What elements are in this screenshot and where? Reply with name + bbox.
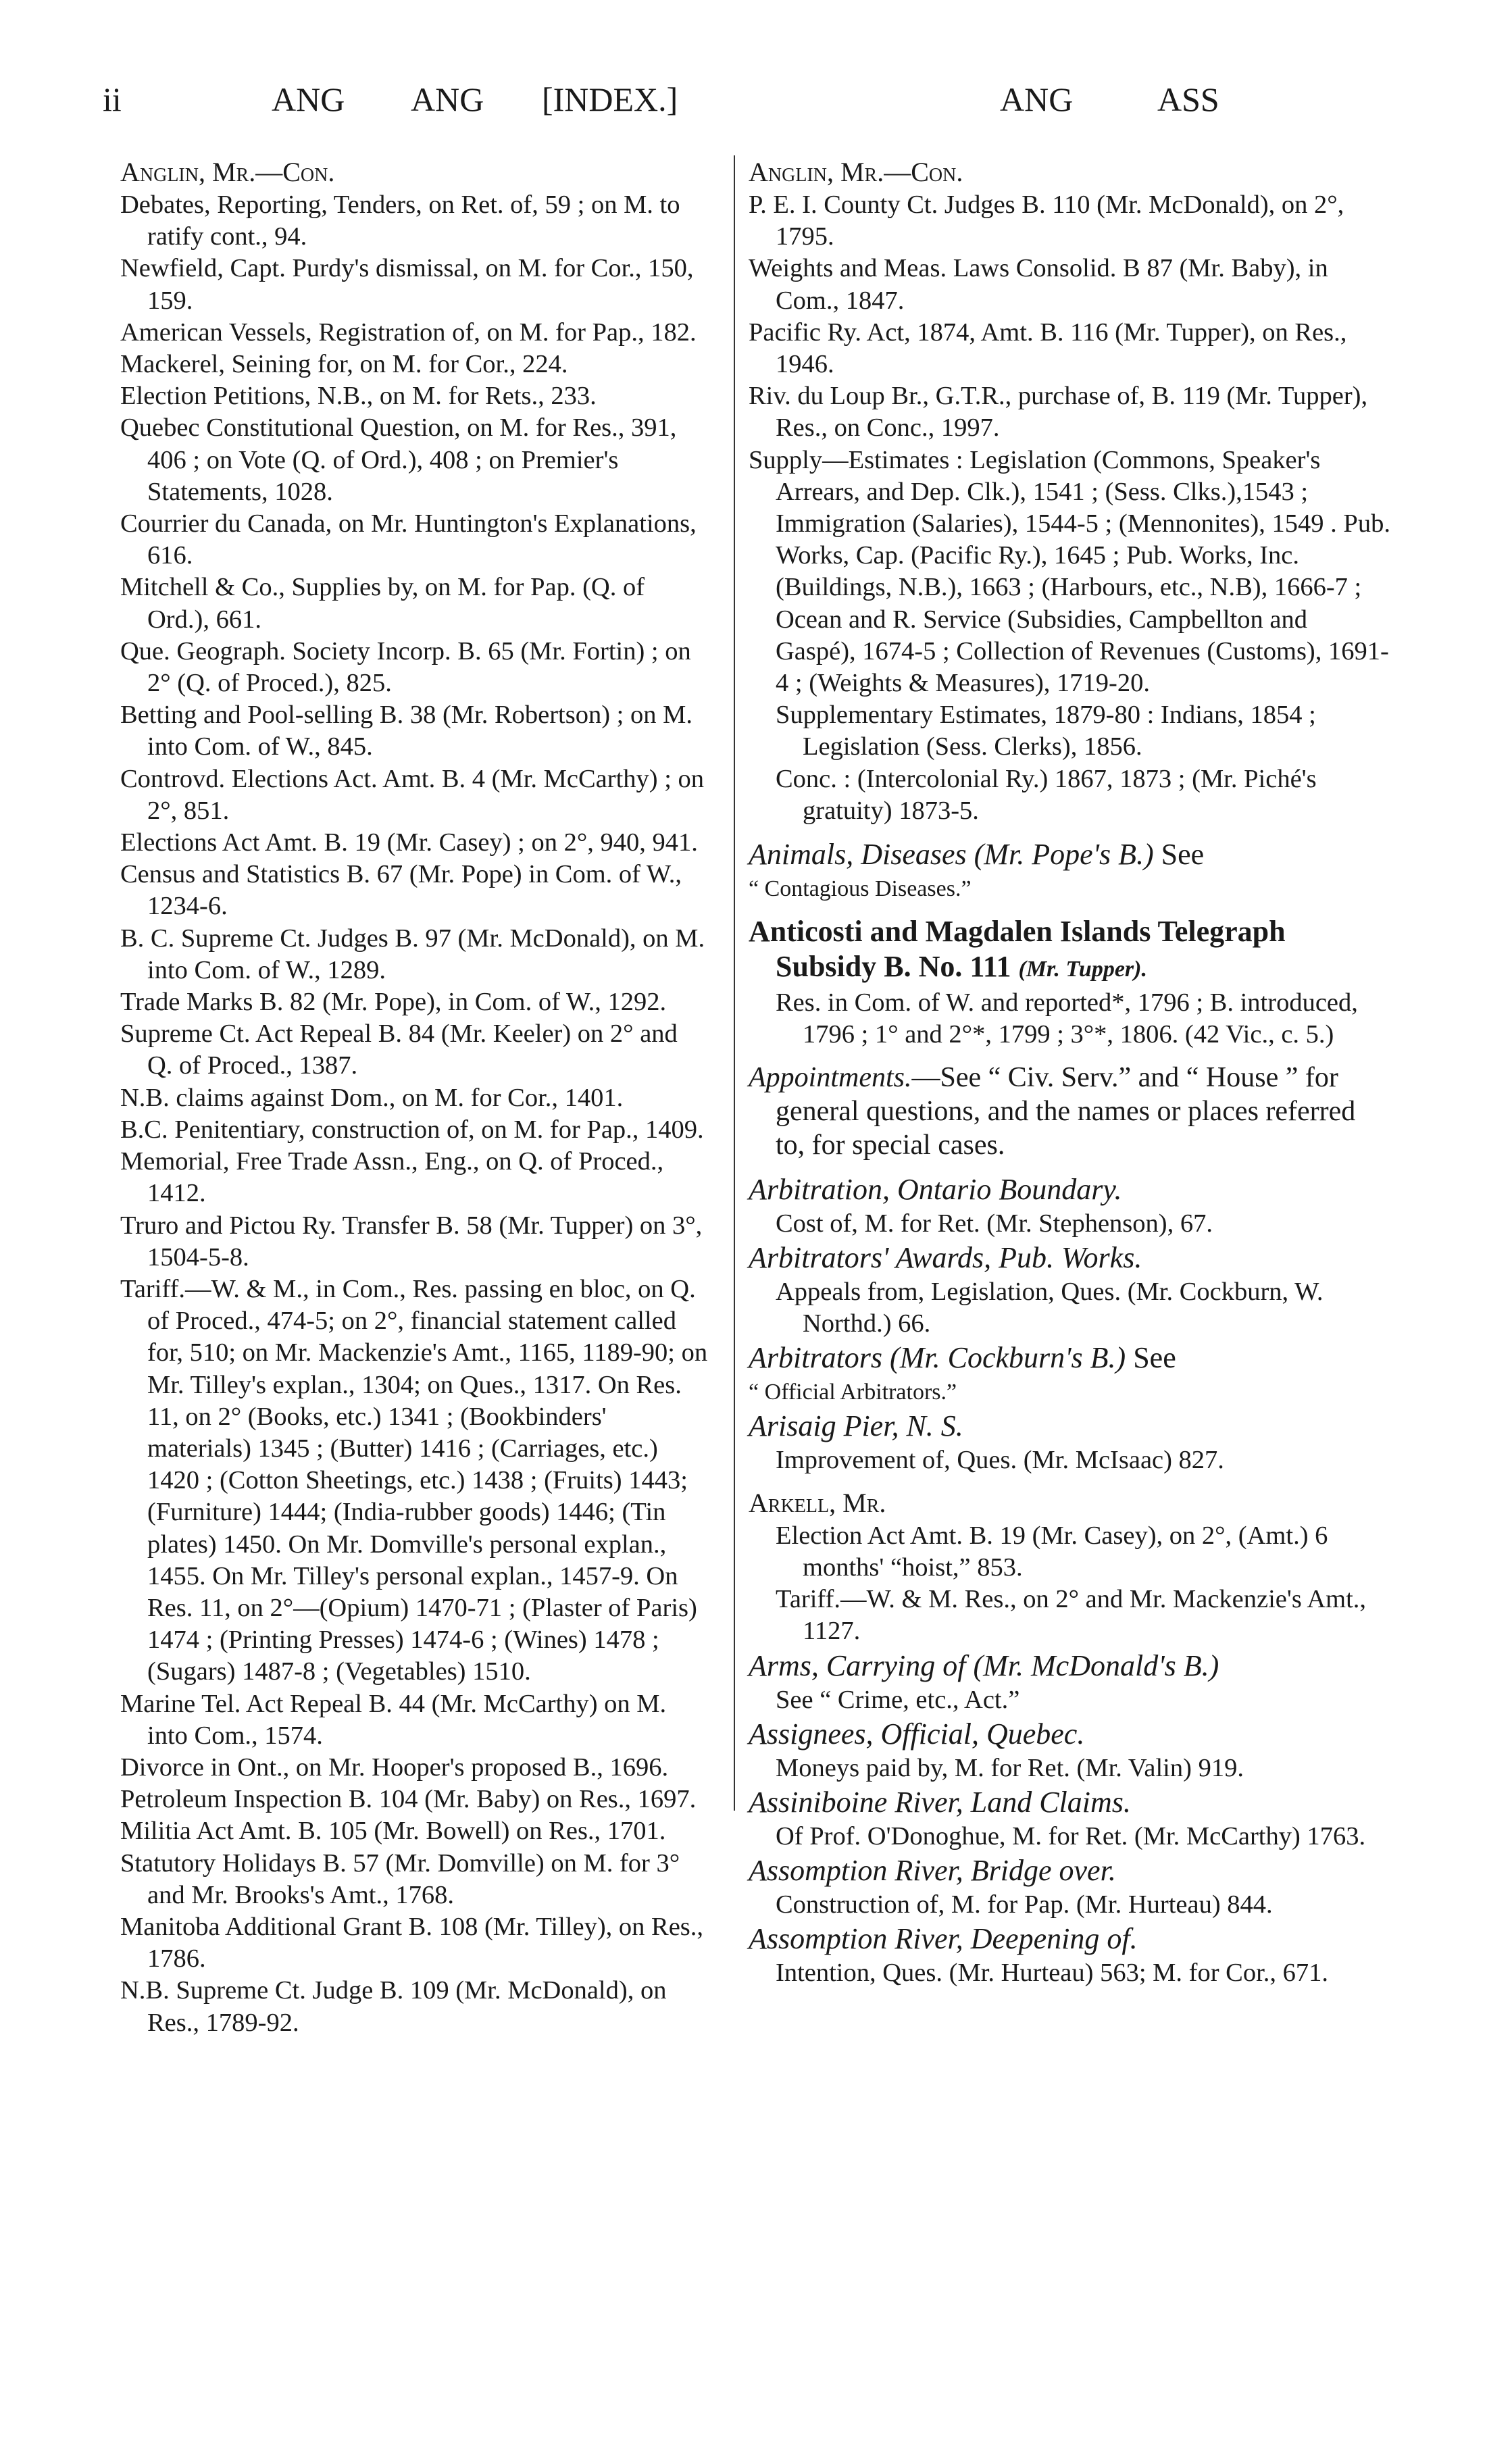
header-right-word-2: ASS xyxy=(1157,80,1219,118)
index-entry: Marine Tel. Act Repeal B. 44 (Mr. McCarthy) on M. into Com., 1574. xyxy=(120,1689,667,1750)
topic-arisaig: Arisaig Pier, N. S. xyxy=(749,1409,963,1443)
index-entry: P. E. I. County Ct. Judges B. 110 (Mr. McDonald), on 2°, 1795. xyxy=(749,191,1344,251)
index-entry: American Vessels, Registration of, on M. for Pap., 182. xyxy=(120,318,697,347)
topic-assiniboine: Assiniboine River, Land Claims. xyxy=(749,1785,1131,1819)
index-entry-supply: Supply—Estimates : Legislation (Commons, Speaker's Arrears, and Dep. Clk.), 1541 ; (Sess. Clks.),1543 ; Immigration (Salaries), 1544-5 ; (Mennonites), 1549 . Pub. Works, Cap. (Pacific Ry.), 1645 ; Pub. Works, Inc. (Buildings, N.B.), 1663 ; (Harbours, etc., N.B), 1666-7 ; Ocean and R. Service (Subsidies, Campbellton and Gaspé), 1674-5 ; Collection of Revenues (Customs), 1691-4 ; (Weights & Measures), 1719-20. xyxy=(749,445,1390,698)
left-entries xyxy=(120,189,708,2039)
entry-heading-anglin: Anglin, Mr.—Con. xyxy=(120,157,335,187)
index-entry: Improvement of, Ques. (Mr. McIsaac) 827. xyxy=(776,1446,1224,1475)
topic-anticosti xyxy=(749,914,1390,987)
topic-appointments xyxy=(749,1061,1390,1162)
topic-assomption-bridge: Assomption River, Bridge over. xyxy=(749,1854,1116,1888)
index-entry: Weights and Meas. Laws Consolid. B 87 (Mr. Baby), in Com., 1847. xyxy=(749,254,1328,315)
running-header xyxy=(101,80,1405,127)
index-entry: Memorial, Free Trade Assn., Eng., on Q. of Proced., 1412. xyxy=(120,1147,664,1208)
index-entry: Mitchell & Co., Supplies by, on M. for Pap. (Q. of Ord.), 661. xyxy=(120,573,645,634)
index-entry: Supreme Ct. Act Repeal B. 84 (Mr. Keeler) on 2° and Q. of Proced., 1387. xyxy=(120,1019,678,1080)
see-label: See xyxy=(1133,1341,1176,1375)
topic-title: Anticosti and Magdalen Islands Telegraph Subsidy B. No. 111 xyxy=(749,915,1286,984)
header-left-word-2: ANG xyxy=(411,80,484,118)
index-entry: Election Act Amt. B. 19 (Mr. Casey), on 2°, (Amt.) 6 months' “hoist,” 853. xyxy=(776,1521,1328,1582)
right-column xyxy=(749,155,1390,1990)
index-entry: N.B. Supreme Ct. Judge B. 109 (Mr. McDonald), on Res., 1789-92. xyxy=(120,1976,667,2037)
header-right-word-1: ANG xyxy=(1000,80,1074,118)
index-entry: Res. in Com. of W. and reported*, 1796 ; B. introduced, 1796 ; 1° and 2°*, 1799 ; 3°*, 1806. (42 Vic., c. 5.) xyxy=(776,988,1358,1049)
topic-title: Arbitrators (Mr. Cockburn's B.) xyxy=(749,1341,1126,1375)
index-entry: Pacific Ry. Act, 1874, Amt. B. 116 (Mr. Tupper), on Res., 1946. xyxy=(749,318,1347,379)
topic-assignees: Assignees, Official, Quebec. xyxy=(749,1717,1085,1751)
index-entry: Controvd. Elections Act. Amt. B. 4 (Mr. McCarthy) ; on 2°, 851. xyxy=(120,764,705,825)
see-reference: “ Official Arbitrators.” xyxy=(749,1380,957,1405)
index-entry: N.B. claims against Dom., on M. for Cor., 1401. xyxy=(120,1083,624,1112)
index-entry: Divorce in Ont., on Mr. Hooper's proposed B., 1696. xyxy=(120,1753,669,1782)
left-column xyxy=(120,155,708,2039)
index-entry: Que. Geograph. Society Incorp. B. 65 (Mr. Fortin) ; on 2° (Q. of Proced.), 825. xyxy=(120,636,691,698)
index-entry: Election Petitions, N.B., on M. for Rets., 233. xyxy=(120,382,597,411)
index-entry: Debates, Reporting, Tenders, on Ret. of, 59 ; on M. to ratify cont., 94. xyxy=(120,191,680,251)
index-entry: B. C. Supreme Ct. Judges B. 97 (Mr. McDonald), on M. into Com. of W., 1289. xyxy=(120,924,705,984)
index-entry: Militia Act Amt. B. 105 (Mr. Bowell) on Res., 1701. xyxy=(120,1817,666,1846)
header-center: [INDEX.] xyxy=(542,80,678,118)
index-entry: Moneys paid by, M. for Ret. (Mr. Valin) 919. xyxy=(776,1753,1244,1782)
index-entry: Riv. du Loup Br., G.T.R., purchase of, B. 119 (Mr. Tupper), Res., on Conc., 1997. xyxy=(749,382,1368,443)
index-entry: Petroleum Inspection B. 104 (Mr. Baby) on Res., 1697. xyxy=(120,1785,697,1814)
index-entry: Mackerel, Seining for, on M. for Cor., 224. xyxy=(120,350,568,379)
topic-title: Appointments. xyxy=(749,1061,912,1093)
topic-text: —See “ Civ. Serv.” and “ House ” for general questions, and the names or places referred to, for special cases. xyxy=(776,1061,1356,1161)
topic-title: Animals, Diseases (Mr. Pope's B.) xyxy=(749,838,1154,872)
topic-arbitration: Arbitration, Ontario Boundary. xyxy=(749,1172,1122,1206)
index-entry: Cost of, M. for Ret. (Mr. Stephenson), 67. xyxy=(776,1209,1213,1238)
index-entry: Of Prof. O'Donoghue, M. for Ret. (Mr. McCarthy) 1763. xyxy=(776,1821,1366,1850)
see-label: See xyxy=(1161,838,1205,872)
index-entry: Truro and Pictou Ry. Transfer B. 58 (Mr. Tupper) on 3°, 1504-5-8. xyxy=(120,1211,703,1271)
index-entry: Betting and Pool-selling B. 38 (Mr. Robertson) ; on M. into Com. of W., 845. xyxy=(120,701,692,761)
index-entry: Tariff.—W. & M. Res., on 2° and Mr. Mackenzie's Amt., 1127. xyxy=(776,1585,1367,1646)
page-number: ii xyxy=(103,80,122,118)
index-entry: Elections Act Amt. B. 19 (Mr. Casey) ; on 2°, 940, 941. xyxy=(120,828,698,857)
topic-arbitrators-awards: Arbitrators' Awards, Pub. Works. xyxy=(749,1240,1142,1274)
index-entry: Newfield, Capt. Purdy's dismissal, on M. for Cor., 150, 159. xyxy=(120,254,694,315)
topic-animals xyxy=(749,836,1390,873)
topic-arms: Arms, Carrying of (Mr. McDonald's B.) xyxy=(749,1648,1219,1682)
entry-heading-arkell: Arkell, Mr. xyxy=(749,1487,886,1518)
topic-arbitrators xyxy=(749,1340,1390,1376)
index-entry: Trade Marks B. 82 (Mr. Pope), in Com. of W., 1292. xyxy=(120,988,667,1017)
entry-heading-anglin-cont: Anglin, Mr.—Con. xyxy=(749,157,963,187)
header-left-word-1: ANG xyxy=(272,80,345,118)
index-entry: Courrier du Canada, on Mr. Huntington's Explanations, 616. xyxy=(120,509,697,570)
index-entry: Manitoba Additional Grant B. 108 (Mr. Tilley), on Res., 1786. xyxy=(120,1912,704,1973)
index-entry: Construction of, M. for Pap. (Mr. Hurteau) 844. xyxy=(776,1890,1273,1919)
index-entry: B.C. Penitentiary, construction of, on M. for Pap., 1409. xyxy=(120,1115,704,1144)
index-subentry: Supplementary Estimates, 1879-80 : Indians, 1854 ; Legislation (Sess. Clerks), 1856. xyxy=(776,701,1316,761)
index-entry: Census and Statistics B. 67 (Mr. Pope) in Com. of W., 1234-6. xyxy=(120,860,682,921)
index-entry: Quebec Constitutional Question, on M. for Res., 391, 406 ; on Vote (Q. of Ord.), 408 ; on Premier's Statements, 1028. xyxy=(120,413,677,506)
index-entry: Appeals from, Legislation, Ques. (Mr. Cockburn, W. Northd.) 66. xyxy=(776,1277,1324,1338)
index-entry: Statutory Holidays B. 57 (Mr. Domville) on M. for 3° and Mr. Brooks's Amt., 1768. xyxy=(120,1848,680,1909)
index-entry: Intention, Ques. (Mr. Hurteau) 563; M. for Cor., 671. xyxy=(776,1959,1329,1988)
index-entry-tariff: Tariff.—W. & M., in Com., Res. passing en bloc, on Q. of Proced., 474-5; on 2°, financial statement called for, 510; on Mr. Mackenzie's Amt., 1165, 1189-90; on Mr. Tilley's explan., 1304; on Ques., 1317. On Res. 11, on 2° (Books, etc.) 1341 ; (Bookbinders' materials) 1345 ; (Butter) 1416 ; (Carriages, etc.) 1420 ; (Cotton Sheetings, etc.) 1438 ; (Fruits) 1443; (Furniture) 1444; (India-rubber goods) 1446; (Tin plates) 1450. On Mr. Domville's personal explan., 1455. On Mr. Tilley's personal explan., 1457-9. On Res. 11, on 2°—(Opium) 1470-71 ; (Plaster of Paris) 1474 ; (Printing Presses) 1474-6 ; (Wines) 1478 ; (Sugars) 1487-8 ; (Vegetables) 1510. xyxy=(120,1274,708,1686)
column-divider xyxy=(734,155,735,1811)
topic-assomption-deepening: Assomption River, Deepening of. xyxy=(749,1922,1138,1956)
mover-name: (Mr. Tupper). xyxy=(1018,957,1147,982)
index-entry: See “ Crime, etc., Act.” xyxy=(776,1685,1020,1714)
see-reference: “ Contagious Diseases.” xyxy=(749,876,972,902)
index-subentry: Conc. : (Intercolonial Ry.) 1867, 1873 ; (Mr. Piché's gratuity) 1873-5. xyxy=(776,764,1317,825)
